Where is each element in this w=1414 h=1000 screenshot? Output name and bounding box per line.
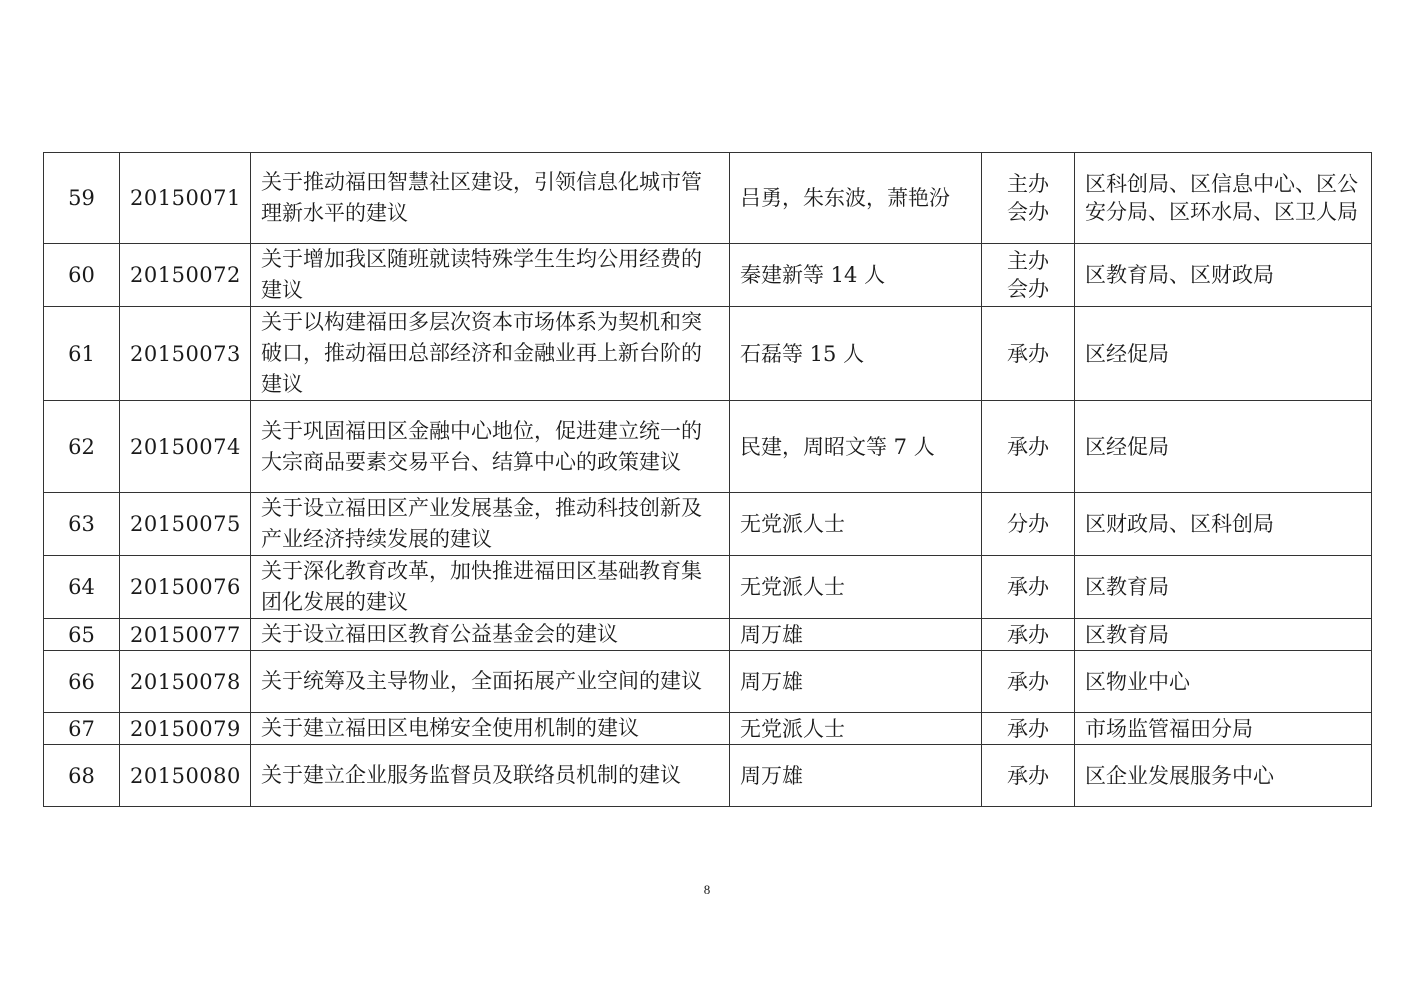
proposer: 民建，周昭文等 7 人 — [730, 401, 982, 493]
proposal-code: 20150079 — [120, 713, 251, 745]
proposer: 周万雄 — [730, 745, 982, 807]
handling-units: 市场监管福田分局 — [1075, 713, 1372, 745]
row-number: 66 — [44, 651, 120, 713]
row-number: 64 — [44, 556, 120, 619]
row-number: 59 — [44, 153, 120, 244]
table-row — [44, 745, 1372, 807]
table-row — [44, 244, 1372, 307]
proposal-title: 关于建立福田区电梯安全使用机制的建议 — [251, 713, 730, 745]
handling-units: 区教育局、区财政局 — [1075, 244, 1372, 307]
proposal-code: 20150071 — [120, 153, 251, 244]
proposer: 秦建新等 14 人 — [730, 244, 982, 307]
handling-type: 承办 — [982, 651, 1075, 713]
table-row — [44, 651, 1372, 713]
proposer: 无党派人士 — [730, 493, 982, 556]
proposal-code: 20150078 — [120, 651, 251, 713]
handling-units: 区教育局 — [1075, 556, 1372, 619]
proposal-title: 关于建立企业服务监督员及联络员机制的建议 — [251, 745, 730, 807]
proposal-code: 20150076 — [120, 556, 251, 619]
row-number: 63 — [44, 493, 120, 556]
proposer: 无党派人士 — [730, 713, 982, 745]
row-number: 61 — [44, 307, 120, 401]
proposal-title: 关于设立福田区产业发展基金，推动科技创新及产业经济持续发展的建议 — [251, 493, 730, 556]
handling-type: 主办 会办 — [982, 153, 1075, 244]
proposal-code: 20150080 — [120, 745, 251, 807]
handling-type: 分办 — [982, 493, 1075, 556]
proposer: 周万雄 — [730, 651, 982, 713]
proposer: 周万雄 — [730, 619, 982, 651]
handling-type: 主办 会办 — [982, 244, 1075, 307]
handling-type: 承办 — [982, 619, 1075, 651]
handling-units: 区科创局、区信息中心、区公安分局、区环水局、区卫人局 — [1075, 153, 1372, 244]
proposal-code: 20150075 — [120, 493, 251, 556]
table-row — [44, 556, 1372, 619]
table-row — [44, 401, 1372, 493]
proposal-code: 20150077 — [120, 619, 251, 651]
proposal-title: 关于设立福田区教育公益基金会的建议 — [251, 619, 730, 651]
proposal-title: 关于统筹及主导物业，全面拓展产业空间的建议 — [251, 651, 730, 713]
handling-units: 区企业发展服务中心 — [1075, 745, 1372, 807]
row-number: 62 — [44, 401, 120, 493]
handling-units: 区经促局 — [1075, 307, 1372, 401]
table-row — [44, 619, 1372, 651]
row-number: 67 — [44, 713, 120, 745]
proposal-title: 关于深化教育改革，加快推进福田区基础教育集团化发展的建议 — [251, 556, 730, 619]
proposal-code: 20150072 — [120, 244, 251, 307]
row-number: 68 — [44, 745, 120, 807]
page-number: 8 — [703, 882, 711, 897]
proposer: 石磊等 15 人 — [730, 307, 982, 401]
proposal-code: 20150074 — [120, 401, 251, 493]
proposals-table — [43, 152, 1372, 807]
handling-units: 区经促局 — [1075, 401, 1372, 493]
proposer: 吕勇，朱东波，萧艳汾 — [730, 153, 982, 244]
row-number: 65 — [44, 619, 120, 651]
table-row — [44, 493, 1372, 556]
proposal-title: 关于推动福田智慧社区建设，引领信息化城市管理新水平的建议 — [251, 153, 730, 244]
handling-type: 承办 — [982, 401, 1075, 493]
proposal-code: 20150073 — [120, 307, 251, 401]
table-row — [44, 153, 1372, 244]
proposal-title: 关于以构建福田多层次资本市场体系为契机和突破口，推动福田总部经济和金融业再上新台阶的建议 — [251, 307, 730, 401]
handling-units: 区财政局、区科创局 — [1075, 493, 1372, 556]
table-row — [44, 713, 1372, 745]
proposer: 无党派人士 — [730, 556, 982, 619]
handling-type: 承办 — [982, 556, 1075, 619]
handling-type: 承办 — [982, 713, 1075, 745]
proposal-title: 关于巩固福田区金融中心地位，促进建立统一的大宗商品要素交易平台、结算中心的政策建议 — [251, 401, 730, 493]
handling-units: 区教育局 — [1075, 619, 1372, 651]
row-number: 60 — [44, 244, 120, 307]
handling-type: 承办 — [982, 745, 1075, 807]
handling-type: 承办 — [982, 307, 1075, 401]
handling-units: 区物业中心 — [1075, 651, 1372, 713]
table-row — [44, 307, 1372, 401]
proposal-title: 关于增加我区随班就读特殊学生生均公用经费的建议 — [251, 244, 730, 307]
